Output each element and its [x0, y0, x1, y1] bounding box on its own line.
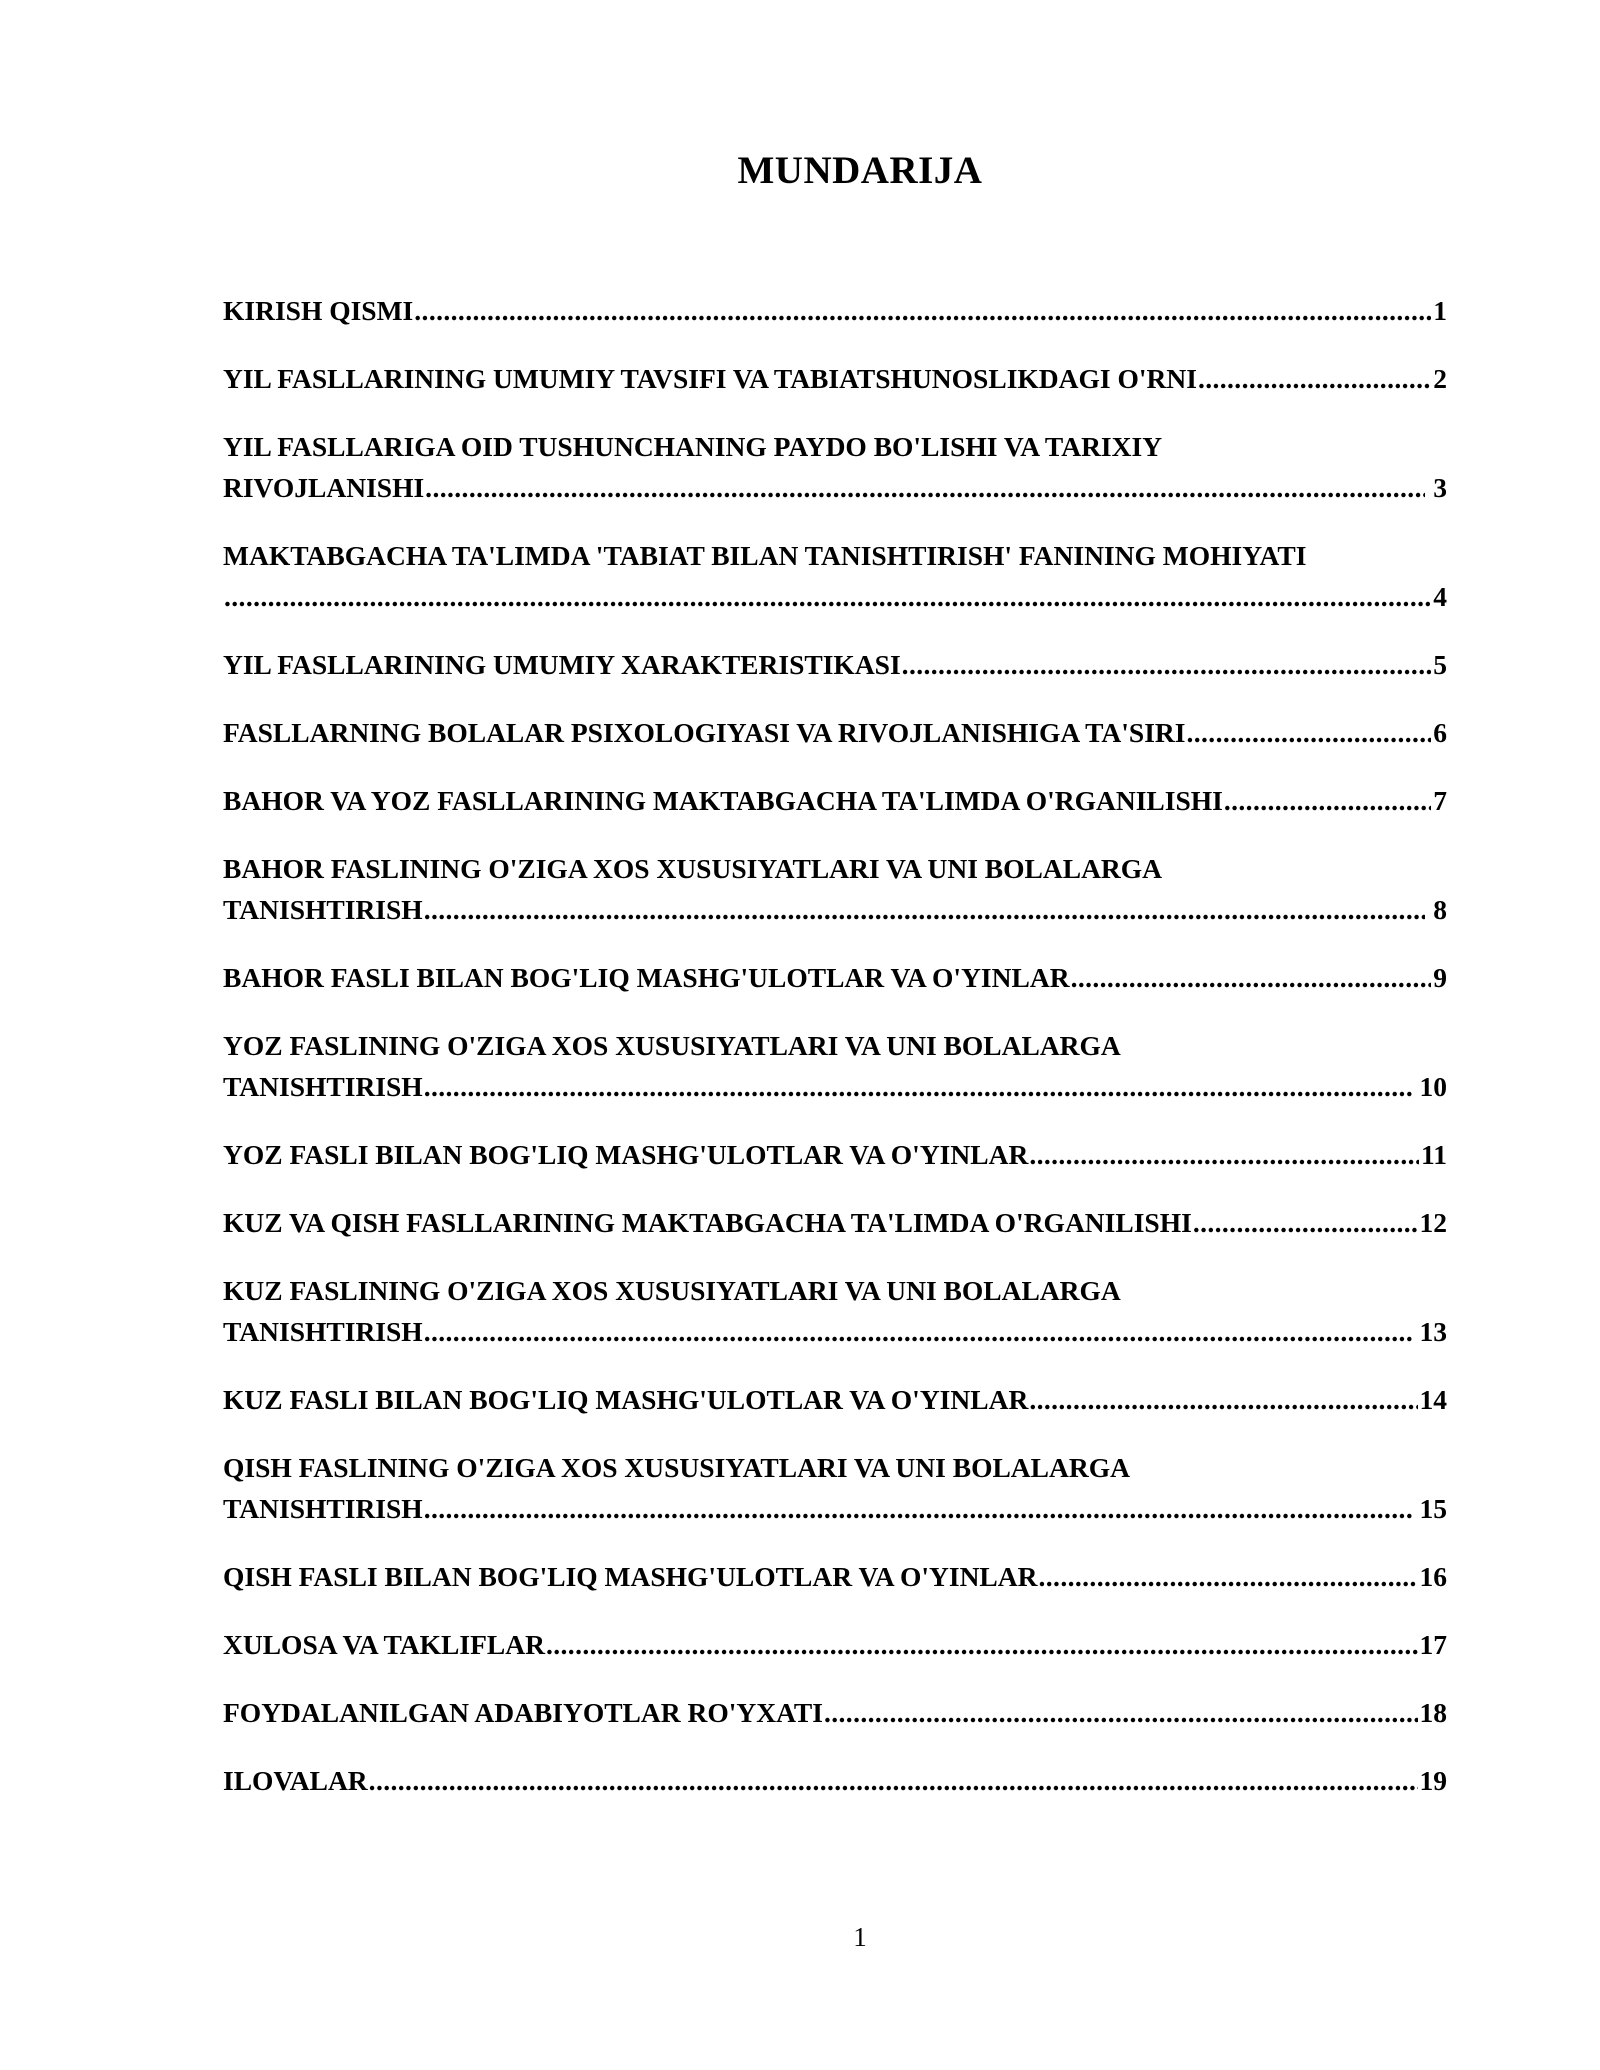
dot-leader [1198, 358, 1431, 399]
dot-leader [424, 1311, 1412, 1352]
toc-entry-title-line1: MAKTABGACHA TA'LIMDA 'TABIAT BILAN TANISHTIRISH' FANINING MOHIYATI [223, 540, 1307, 571]
toc-entry-title-line1: BAHOR FASLINING O'ZIGA XOS XUSUSIYATLARI VA UNI BOLALARGA [223, 853, 1163, 884]
dot-leader [546, 1624, 1418, 1665]
toc-entry-title-line1: YIL FASLLARIGA OID TUSHUNCHANING PAYDO BO'LISHI VA TARIXIY [223, 431, 1163, 462]
toc-entry-title: TANISHTIRISH [223, 1493, 423, 1524]
dot-leader [425, 467, 1425, 508]
toc-entry-title: TANISHTIRISH [223, 1316, 423, 1347]
toc-entry-page: 10 [1419, 1071, 1447, 1102]
toc-entry[interactable] [223, 1624, 1447, 1665]
toc-entry-title: BAHOR VA YOZ FASLLARINING MAKTABGACHA TA'LIMDA O'RGANILISHI [223, 785, 1223, 816]
toc-entry-page: 1 [1433, 295, 1447, 326]
toc-entry-title: KUZ FASLI BILAN BOG'LIQ MASHG'ULOTLAR VA O'YINLAR [223, 1384, 1029, 1415]
toc-entry[interactable] [223, 1556, 1447, 1597]
toc-entry[interactable] [223, 780, 1447, 821]
toc-entry-page: 14 [1419, 1384, 1447, 1415]
toc-entry-title-line1: KUZ FASLINING O'ZIGA XOS XUSUSIYATLARI VA UNI BOLALARGA [223, 1275, 1121, 1306]
dot-leader [1029, 1379, 1417, 1420]
toc-entry-page: 2 [1433, 363, 1447, 394]
toc-entry-title: YIL FASLLARINING UMUMIY TAVSIFI VA TABIATSHUNOSLIKDAGI O'RNI [223, 363, 1197, 394]
toc-entry-title: RIVOJLANISHI [223, 472, 425, 503]
toc-entry[interactable] [223, 1134, 1447, 1175]
toc-entry[interactable] [223, 1692, 1447, 1733]
toc-entry-page: 4 [1433, 581, 1447, 612]
table-of-contents [223, 290, 1447, 1828]
toc-entry-title: FOYDALANILGAN ADABIYOTLAR RO'YXATI [223, 1697, 823, 1728]
toc-entry-title: FASLLARNING BOLALAR PSIXOLOGIYASI VA RIVOJLANISHIGA TA'SIRI [223, 717, 1186, 748]
toc-entry-title-line1: QISH FASLINING O'ZIGA XOS XUSUSIYATLARI VA UNI BOLALARGA [223, 1452, 1130, 1483]
dot-leader [424, 889, 1426, 930]
toc-entry[interactable] [223, 1447, 1447, 1529]
toc-entry-page: 6 [1433, 717, 1447, 748]
toc-entry[interactable] [223, 1379, 1447, 1420]
dot-leader [1224, 780, 1431, 821]
toc-entry-page: 8 [1433, 894, 1447, 925]
toc-entry[interactable] [223, 290, 1447, 331]
page-title: MUNDARIJA [737, 149, 983, 192]
dot-leader [224, 576, 1431, 617]
toc-entry[interactable] [223, 848, 1447, 930]
dot-leader [424, 1066, 1412, 1107]
toc-entry-page: 5 [1433, 649, 1447, 680]
dot-leader [1071, 957, 1432, 998]
toc-entry-page: 9 [1433, 962, 1447, 993]
toc-entry-page: 16 [1419, 1561, 1447, 1592]
dot-leader [1193, 1202, 1418, 1243]
toc-entry[interactable] [223, 644, 1447, 685]
toc-entry-page: 3 [1433, 472, 1447, 503]
toc-entry-title: TANISHTIRISH [223, 1071, 423, 1102]
dot-leader [424, 1488, 1412, 1529]
toc-entry-page: 13 [1419, 1316, 1447, 1347]
toc-entry[interactable] [223, 426, 1447, 508]
toc-entry-page: 7 [1433, 785, 1447, 816]
dot-leader [902, 644, 1432, 685]
toc-entry-title: TANISHTIRISH [223, 894, 423, 925]
toc-entry[interactable] [223, 1025, 1447, 1107]
toc-entry[interactable] [223, 957, 1447, 998]
toc-entry-page: 19 [1419, 1765, 1447, 1796]
toc-entry-title: QISH FASLI BILAN BOG'LIQ MASHG'ULOTLAR VA O'YINLAR [223, 1561, 1038, 1592]
toc-entry[interactable] [223, 712, 1447, 753]
dot-leader [1039, 1556, 1418, 1597]
toc-entry-title: KIRISH QISMI [223, 295, 414, 326]
dot-leader [1029, 1134, 1419, 1175]
toc-entry[interactable] [223, 1270, 1447, 1352]
toc-entry-title: BAHOR FASLI BILAN BOG'LIQ MASHG'ULOTLAR VA O'YINLAR [223, 962, 1070, 993]
toc-entry-page: 15 [1419, 1493, 1447, 1524]
toc-entry-title: YIL FASLLARINING UMUMIY XARAKTERISTIKASI [223, 649, 901, 680]
toc-entry[interactable] [223, 1760, 1447, 1801]
toc-entry-title: YOZ FASLI BILAN BOG'LIQ MASHG'ULOTLAR VA O'YINLAR [223, 1139, 1029, 1170]
toc-entry-page: 12 [1419, 1207, 1447, 1238]
page-number: 1 [853, 1922, 867, 1952]
toc-entry-title: XULOSA VA TAKLIFLAR [223, 1629, 545, 1660]
toc-entry-page: 18 [1419, 1697, 1447, 1728]
toc-entry[interactable] [223, 535, 1447, 617]
dot-leader [369, 1760, 1418, 1801]
toc-entry-title: ILOVALAR [223, 1765, 368, 1796]
dot-leader [1186, 712, 1431, 753]
toc-entry[interactable] [223, 358, 1447, 399]
toc-entry-page: 11 [1421, 1139, 1447, 1170]
dot-leader [824, 1692, 1418, 1733]
toc-entry-title: KUZ VA QISH FASLLARINING MAKTABGACHA TA'LIMDA O'RGANILISHI [223, 1207, 1192, 1238]
toc-entry[interactable] [223, 1202, 1447, 1243]
toc-entry-title-line1: YOZ FASLINING O'ZIGA XOS XUSUSIYATLARI VA UNI BOLALARGA [223, 1030, 1121, 1061]
toc-entry-page: 17 [1419, 1629, 1447, 1660]
dot-leader [414, 290, 1431, 331]
